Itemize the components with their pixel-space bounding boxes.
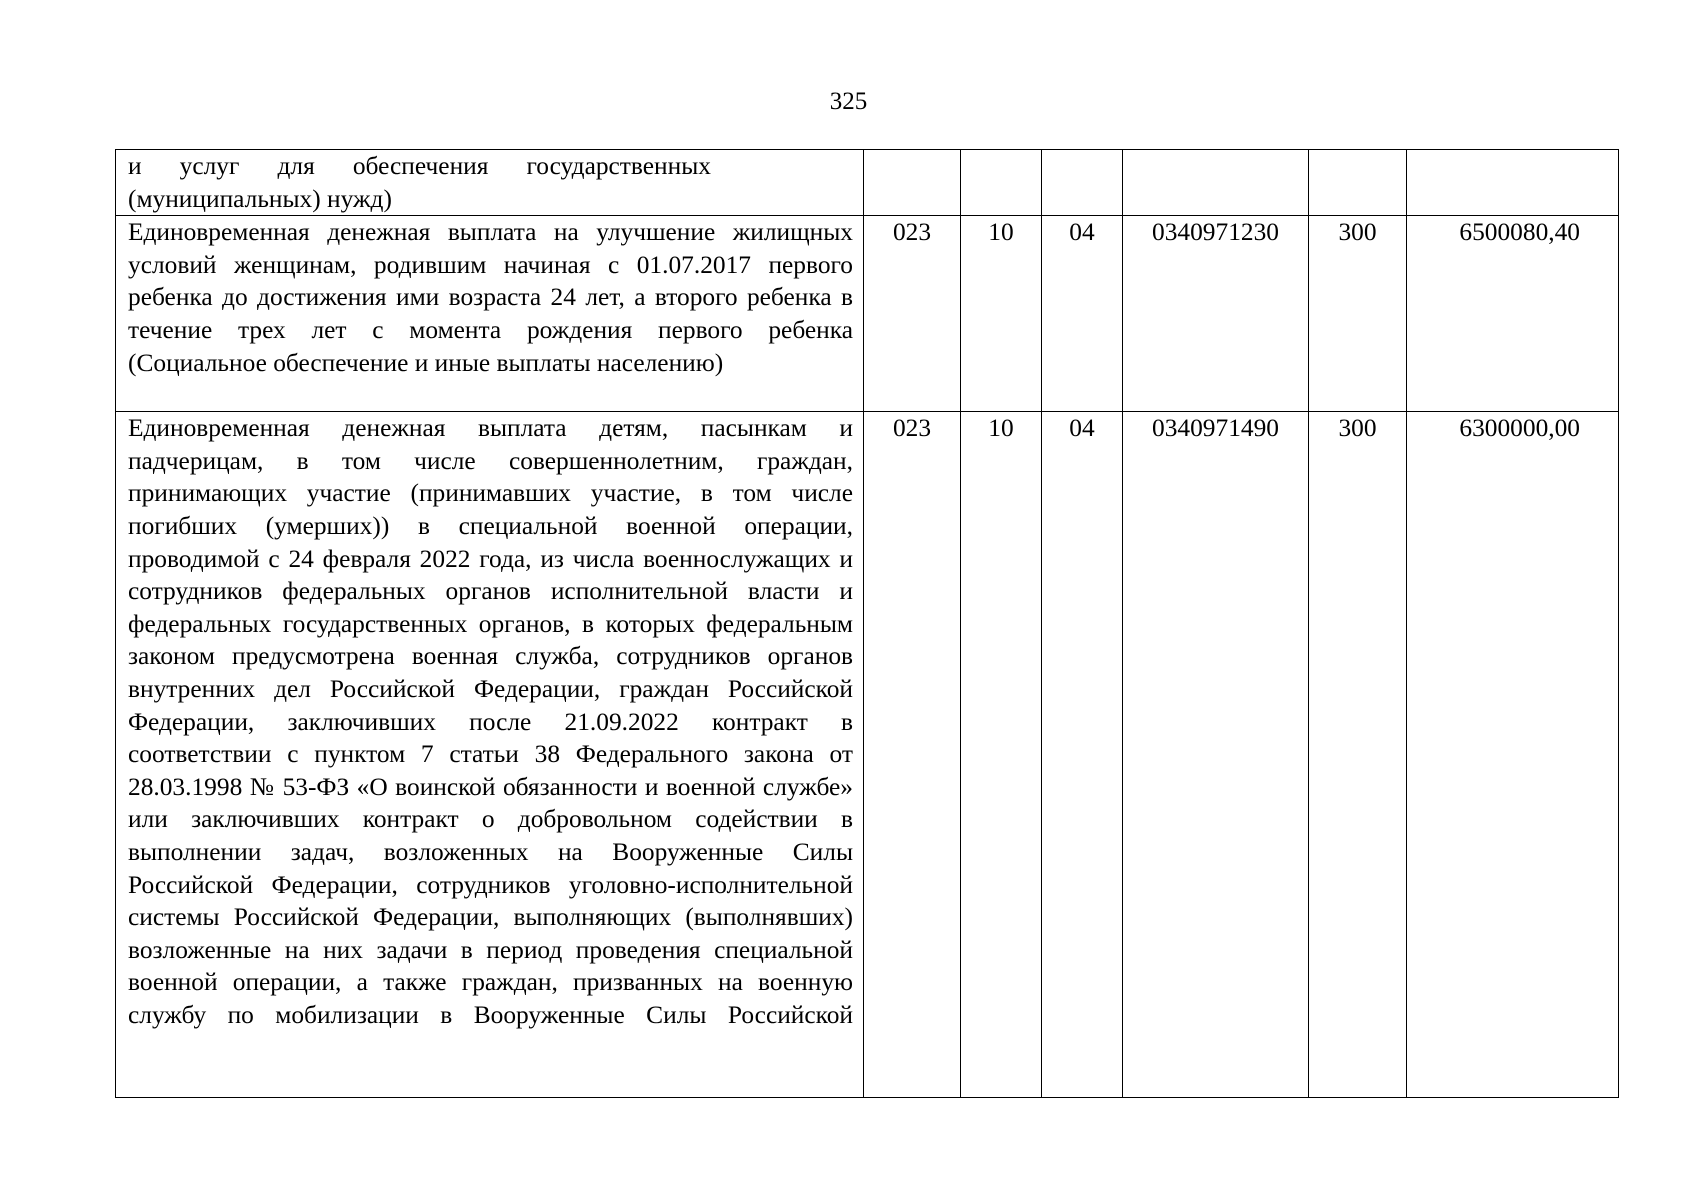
- table-row: [116, 150, 1619, 216]
- row-description-cell: [116, 216, 864, 412]
- subsection-code-cell: [1042, 150, 1123, 216]
- table-row: [116, 412, 1619, 1098]
- expense-type-code-cell: [1309, 150, 1407, 216]
- row-description: Единовременная денежная выплата на улучшение жилищных условий женщинам, родившим начиная с 01.07.2017 первого ребенка до достижения ими возраста 24 лет, а второго ребенка в течение трех лет с момента рождения первого ребенка (Социальное обеспечение и иные выплаты населению): [128, 218, 853, 377]
- target-article-code-cell: 0340971230: [1123, 216, 1309, 412]
- grbs-code-cell: 023: [864, 216, 961, 412]
- section-code-cell: 10: [961, 216, 1042, 412]
- section-code-cell: 10: [961, 412, 1042, 1098]
- target-article-code-cell: [1123, 150, 1309, 216]
- grbs-code-cell: 023: [864, 412, 961, 1098]
- row-description: и услуг для обеспечения государственных (муниципальных) нужд): [128, 152, 711, 213]
- section-code-cell: [961, 150, 1042, 216]
- subsection-code-cell: 04: [1042, 216, 1123, 412]
- amount-cell: 6500080,40: [1407, 216, 1619, 412]
- target-article-code-cell: 0340971490: [1123, 412, 1309, 1098]
- row-description: Единовременная денежная выплата детям, пасынкам и падчерицам, в том числе совершеннолетним, граждан, принимающих участие (принимавших участие, в том числе погибших (умерших)) в специальной военной операции, проводимой с 24 февраля 2022 года, из числа военнослужащих и сотрудников федеральных органов исполнительной власти и федеральных государственных органов, в которых федеральным законом предусмотрена военная служба, сотрудников органов внутренних дел Российской Федерации, граждан Российской Федерации, заключивших после 21.09.2022 контракт в соответствии с пунктом 7 статьи 38 Федерального закона от 28.03.1998 № 53-ФЗ «О воинской обязанности и военной службе» или заключивших контракт о добровольном содействии в выполнении задач, возложенных на Вооруженные Силы Российской Федерации, сотрудников уголовно-исполнительной системы Российской Федерации, выполняющих (выполнявших) возложенные на них задачи в период проведения специальной военной операции, а также граждан, призванных на военную службу по мобилизации в Вооруженные Силы Российской: [128, 414, 853, 1029]
- amount-cell: [1407, 150, 1619, 216]
- row-description-cell: [116, 412, 864, 1098]
- page-number: 325: [829, 88, 868, 115]
- subsection-code-cell: 04: [1042, 412, 1123, 1098]
- table-row: [116, 216, 1619, 412]
- grbs-code-cell: [864, 150, 961, 216]
- row-description-cell: [116, 150, 864, 216]
- expense-type-code-cell: 300: [1309, 412, 1407, 1098]
- expense-type-code-cell: 300: [1309, 216, 1407, 412]
- amount-cell: 6300000,00: [1407, 412, 1619, 1098]
- budget-table: [115, 149, 1619, 1098]
